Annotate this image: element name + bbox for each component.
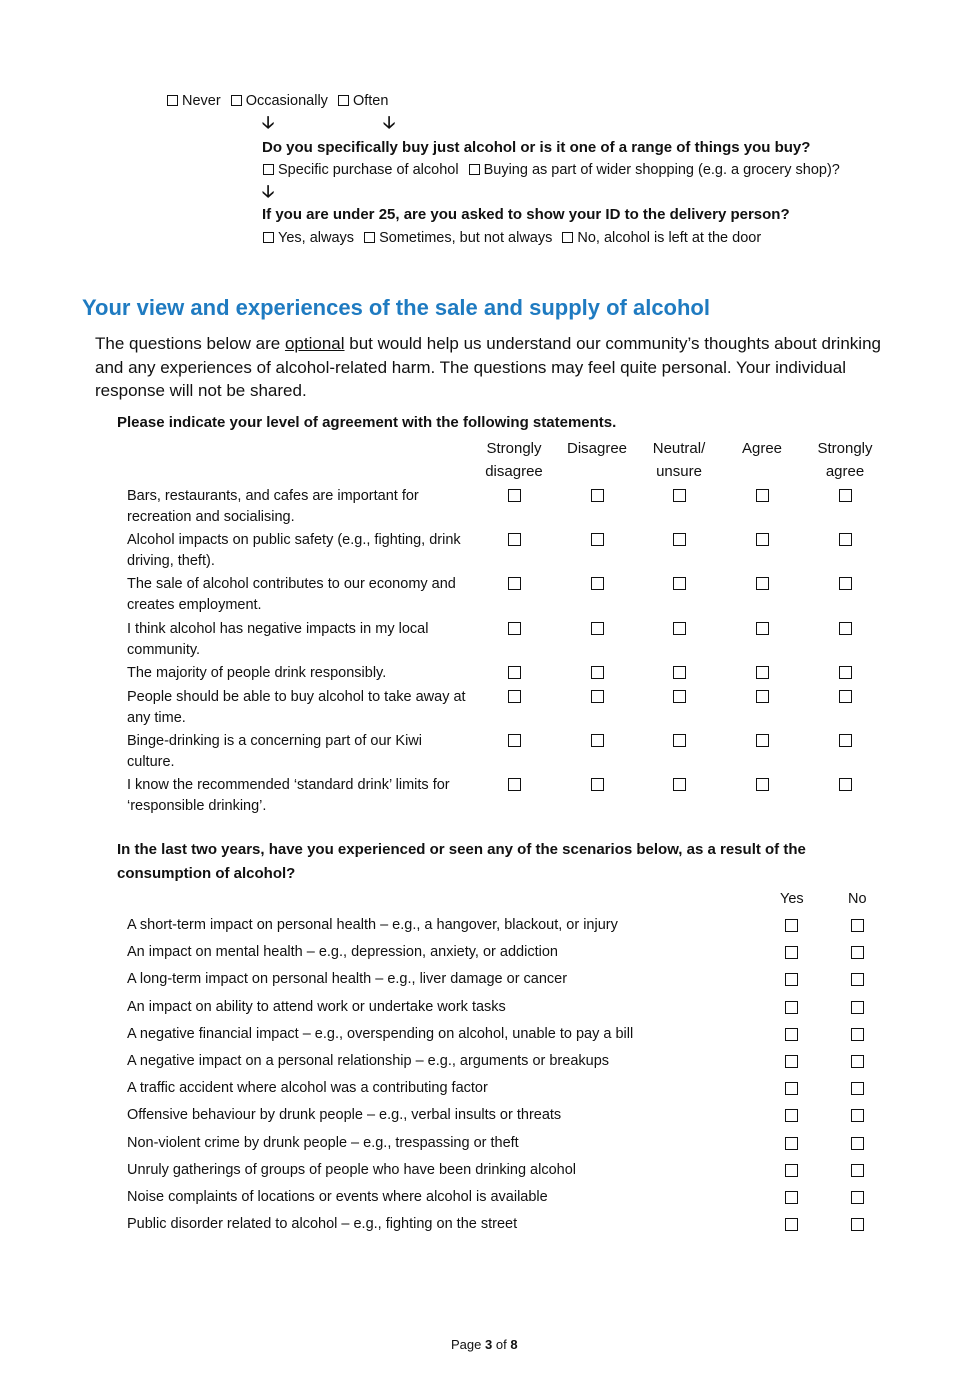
agreement-checkbox[interactable]	[839, 533, 852, 546]
scenario-item: A traffic accident where alcohol was a contributing factor	[127, 1080, 488, 1097]
scenario-item: Offensive behaviour by drunk people – e.g., verbal insults or threats	[127, 1107, 562, 1124]
scenario-yes-checkbox[interactable]	[785, 1109, 798, 1122]
column-header-line2: disagree	[485, 462, 543, 480]
of-word: of	[495, 1337, 507, 1352]
scenario-item: A negative impact on a personal relationship – e.g., arguments or breakups	[127, 1053, 610, 1069]
agreement-checkbox[interactable]	[673, 778, 686, 791]
scenario-item: An impact on ability to attend work or undertake work tasks	[127, 998, 506, 1015]
scenario-yes-checkbox[interactable]	[785, 1218, 798, 1231]
wider-shopping-label: Buying as part of wider shopping (e.g. a grocery shop)?	[483, 162, 840, 178]
column-header-line2: unsure	[656, 462, 702, 480]
agreement-checkbox[interactable]	[756, 734, 769, 747]
agreement-checkbox[interactable]	[508, 489, 521, 502]
agreement-statement: People should be able to buy alcohol to take away at any time.	[127, 689, 466, 726]
column-header-line2: agree	[825, 462, 865, 480]
occasionally-checkbox[interactable]	[231, 95, 242, 106]
scenario-yes-checkbox[interactable]	[785, 1055, 798, 1068]
agreement-column-header	[469, 438, 559, 483]
agreement-statement: Binge-drinking is a concerning part of our Kiwi culture.	[127, 733, 422, 770]
yes-column-header: Yes	[780, 891, 804, 907]
agreement-checkbox[interactable]	[591, 666, 604, 679]
page-word: Page	[451, 1337, 482, 1352]
arrow-down-icon: 🡣	[383, 113, 396, 132]
scenario-no-checkbox[interactable]	[851, 1055, 864, 1068]
scenario-no-checkbox[interactable]	[851, 1218, 864, 1231]
often-label: Often	[352, 93, 389, 109]
id-options	[263, 230, 767, 246]
scenario-yes-checkbox[interactable]	[785, 919, 798, 932]
id-question: If you are under 25, are you asked to show your ID to the delivery person?	[262, 206, 790, 223]
agreement-checkbox[interactable]	[756, 690, 769, 703]
scenario-no-checkbox[interactable]	[851, 1109, 864, 1122]
agreement-checkbox[interactable]	[508, 778, 521, 791]
specific-purchase-checkbox[interactable]	[263, 164, 274, 175]
wider-shopping-checkbox[interactable]	[469, 164, 480, 175]
agreement-checkbox[interactable]	[591, 734, 604, 747]
column-header-line1: Strongly	[817, 440, 873, 457]
scenario-item: An impact on mental health – e.g., depression, anxiety, or addiction	[127, 944, 558, 961]
scenario-yes-checkbox[interactable]	[785, 1164, 798, 1177]
scenario-item: A negative financial impact – e.g., overspending on alcohol, unable to pay a bill	[127, 1025, 634, 1042]
agreement-checkbox[interactable]	[591, 622, 604, 635]
yes-always-label: Yes, always	[278, 230, 355, 246]
agreement-column-header	[634, 438, 724, 483]
often-checkbox[interactable]	[338, 95, 349, 106]
scenario-item: A long-term impact on personal health – e.g., liver damage or cancer	[127, 971, 568, 988]
section-intro	[95, 332, 895, 403]
scenario-no-checkbox[interactable]	[851, 1028, 864, 1041]
scenario-no-checkbox[interactable]	[851, 1191, 864, 1204]
agreement-checkbox[interactable]	[756, 577, 769, 590]
agreement-checkbox[interactable]	[673, 666, 686, 679]
agreement-statement: The sale of alcohol contributes to our economy and creates employment.	[127, 576, 456, 613]
page-footer	[451, 1337, 518, 1352]
agreement-checkbox[interactable]	[839, 778, 852, 791]
scenario-no-checkbox[interactable]	[851, 1164, 864, 1177]
scenario-item: Public disorder related to alcohol – e.g., fighting on the street	[127, 1216, 518, 1233]
agreement-checkbox[interactable]	[508, 533, 521, 546]
agreement-checkbox[interactable]	[508, 622, 521, 635]
agreement-checkbox[interactable]	[591, 489, 604, 502]
agreement-statement: The majority of people drink responsibly.	[127, 665, 387, 681]
agreement-checkbox[interactable]	[756, 622, 769, 635]
agreement-checkbox[interactable]	[839, 734, 852, 747]
agreement-checkbox[interactable]	[756, 778, 769, 791]
scenario-yes-checkbox[interactable]	[785, 1082, 798, 1095]
intro-optional: optional	[284, 334, 345, 353]
scenario-no-checkbox[interactable]	[851, 1001, 864, 1014]
scenario-yes-checkbox[interactable]	[785, 1191, 798, 1204]
agreement-column-header	[717, 438, 807, 461]
agreement-checkbox[interactable]	[839, 666, 852, 679]
agreement-checkbox[interactable]	[673, 577, 686, 590]
agreement-checkbox[interactable]	[839, 622, 852, 635]
never-label: Never	[182, 93, 221, 109]
purchase-question: Do you specifically buy just alcohol or is it one of a range of things you buy?	[262, 139, 811, 156]
page-number: 3	[485, 1337, 493, 1352]
agreement-checkbox[interactable]	[673, 690, 686, 703]
section-title: Your view and experiences of the sale and supply of alcohol	[82, 295, 710, 320]
no-left-door-label: No, alcohol is left at the door	[577, 230, 762, 246]
agreement-statement: Bars, restaurants, and cafes are important for recreation and socialising.	[127, 488, 419, 525]
agreement-checkbox[interactable]	[839, 489, 852, 502]
agreement-checkbox[interactable]	[756, 533, 769, 546]
column-header-line1: Strongly	[486, 440, 542, 457]
yes-always-checkbox[interactable]	[263, 232, 274, 243]
page-total: 8	[510, 1337, 518, 1352]
scenario-no-checkbox[interactable]	[851, 919, 864, 932]
purchase-options	[263, 162, 846, 178]
intro-text-start: The questions below are	[95, 334, 285, 353]
agreement-checkbox[interactable]	[591, 533, 604, 546]
agreement-checkbox[interactable]	[839, 690, 852, 703]
frequency-options	[167, 93, 394, 109]
agreement-checkbox[interactable]	[591, 778, 604, 791]
scenario-no-checkbox[interactable]	[851, 973, 864, 986]
scenario-no-checkbox[interactable]	[851, 946, 864, 959]
arrow-down-icon: 🡣	[262, 182, 275, 201]
agreement-heading: Please indicate your level of agreement with the following statements.	[117, 414, 617, 431]
agreement-checkbox[interactable]	[508, 690, 521, 703]
scenario-item: Non-violent crime by drunk people – e.g., trespassing or theft	[127, 1134, 519, 1151]
never-checkbox[interactable]	[167, 95, 178, 106]
no-column-header: No	[848, 891, 867, 907]
scenarios-heading: In the last two years, have you experienced or seen any of the scenarios below, as a result of the consumption of alcohol?	[117, 841, 806, 882]
column-header-line1: Disagree	[566, 440, 628, 457]
agreement-statement: I think alcohol has negative impacts in my local community.	[127, 621, 429, 658]
scenario-item: Unruly gatherings of groups of people who have been drinking alcohol	[127, 1161, 576, 1178]
agreement-checkbox[interactable]	[673, 734, 686, 747]
agreement-checkbox[interactable]	[591, 577, 604, 590]
agreement-checkbox[interactable]	[591, 690, 604, 703]
agreement-checkbox[interactable]	[673, 489, 686, 502]
agreement-checkbox[interactable]	[508, 734, 521, 747]
scenario-yes-checkbox[interactable]	[785, 1001, 798, 1014]
scenario-item: Noise complaints of locations or events where alcohol is available	[127, 1189, 548, 1205]
scenario-no-checkbox[interactable]	[851, 1082, 864, 1095]
intro-text-end: but would help us understand our community’s thoughts about drinking and any experiences of alcohol-related harm. The questions may feel quite personal. Your individual response will not be shared.	[95, 334, 881, 400]
sometimes-label: Sometimes, but not always	[379, 230, 553, 246]
scenario-item: A short-term impact on personal health – e.g., a hangover, blackout, or injury	[127, 917, 618, 933]
agreement-checkbox[interactable]	[756, 489, 769, 502]
scenario-yes-checkbox[interactable]	[785, 1137, 798, 1150]
column-header-line1: Neutral/	[652, 440, 706, 457]
scenario-yes-checkbox[interactable]	[785, 1028, 798, 1041]
agreement-column-header	[800, 438, 890, 483]
agreement-checkbox[interactable]	[508, 666, 521, 679]
agreement-statement: I know the recommended ‘standard drink’ limits for ‘responsible drinking’.	[127, 777, 450, 814]
agreement-checkbox[interactable]	[756, 666, 769, 679]
no-left-door-checkbox[interactable]	[562, 232, 573, 243]
agreement-checkbox[interactable]	[839, 577, 852, 590]
scenario-yes-checkbox[interactable]	[785, 946, 798, 959]
agreement-checkbox[interactable]	[673, 622, 686, 635]
agreement-column-header	[552, 438, 642, 461]
sometimes-checkbox[interactable]	[364, 232, 375, 243]
specific-purchase-label: Specific purchase of alcohol	[278, 162, 459, 178]
occasionally-label: Occasionally	[245, 93, 328, 109]
scenario-no-checkbox[interactable]	[851, 1137, 864, 1150]
agreement-checkbox[interactable]	[673, 533, 686, 546]
column-header-line1: Agree	[741, 440, 783, 457]
agreement-checkbox[interactable]	[508, 577, 521, 590]
arrow-down-icon: 🡣	[262, 113, 275, 132]
agreement-statement: Alcohol impacts on public safety (e.g., fighting, drink driving, theft).	[127, 532, 461, 569]
scenario-yes-checkbox[interactable]	[785, 973, 798, 986]
